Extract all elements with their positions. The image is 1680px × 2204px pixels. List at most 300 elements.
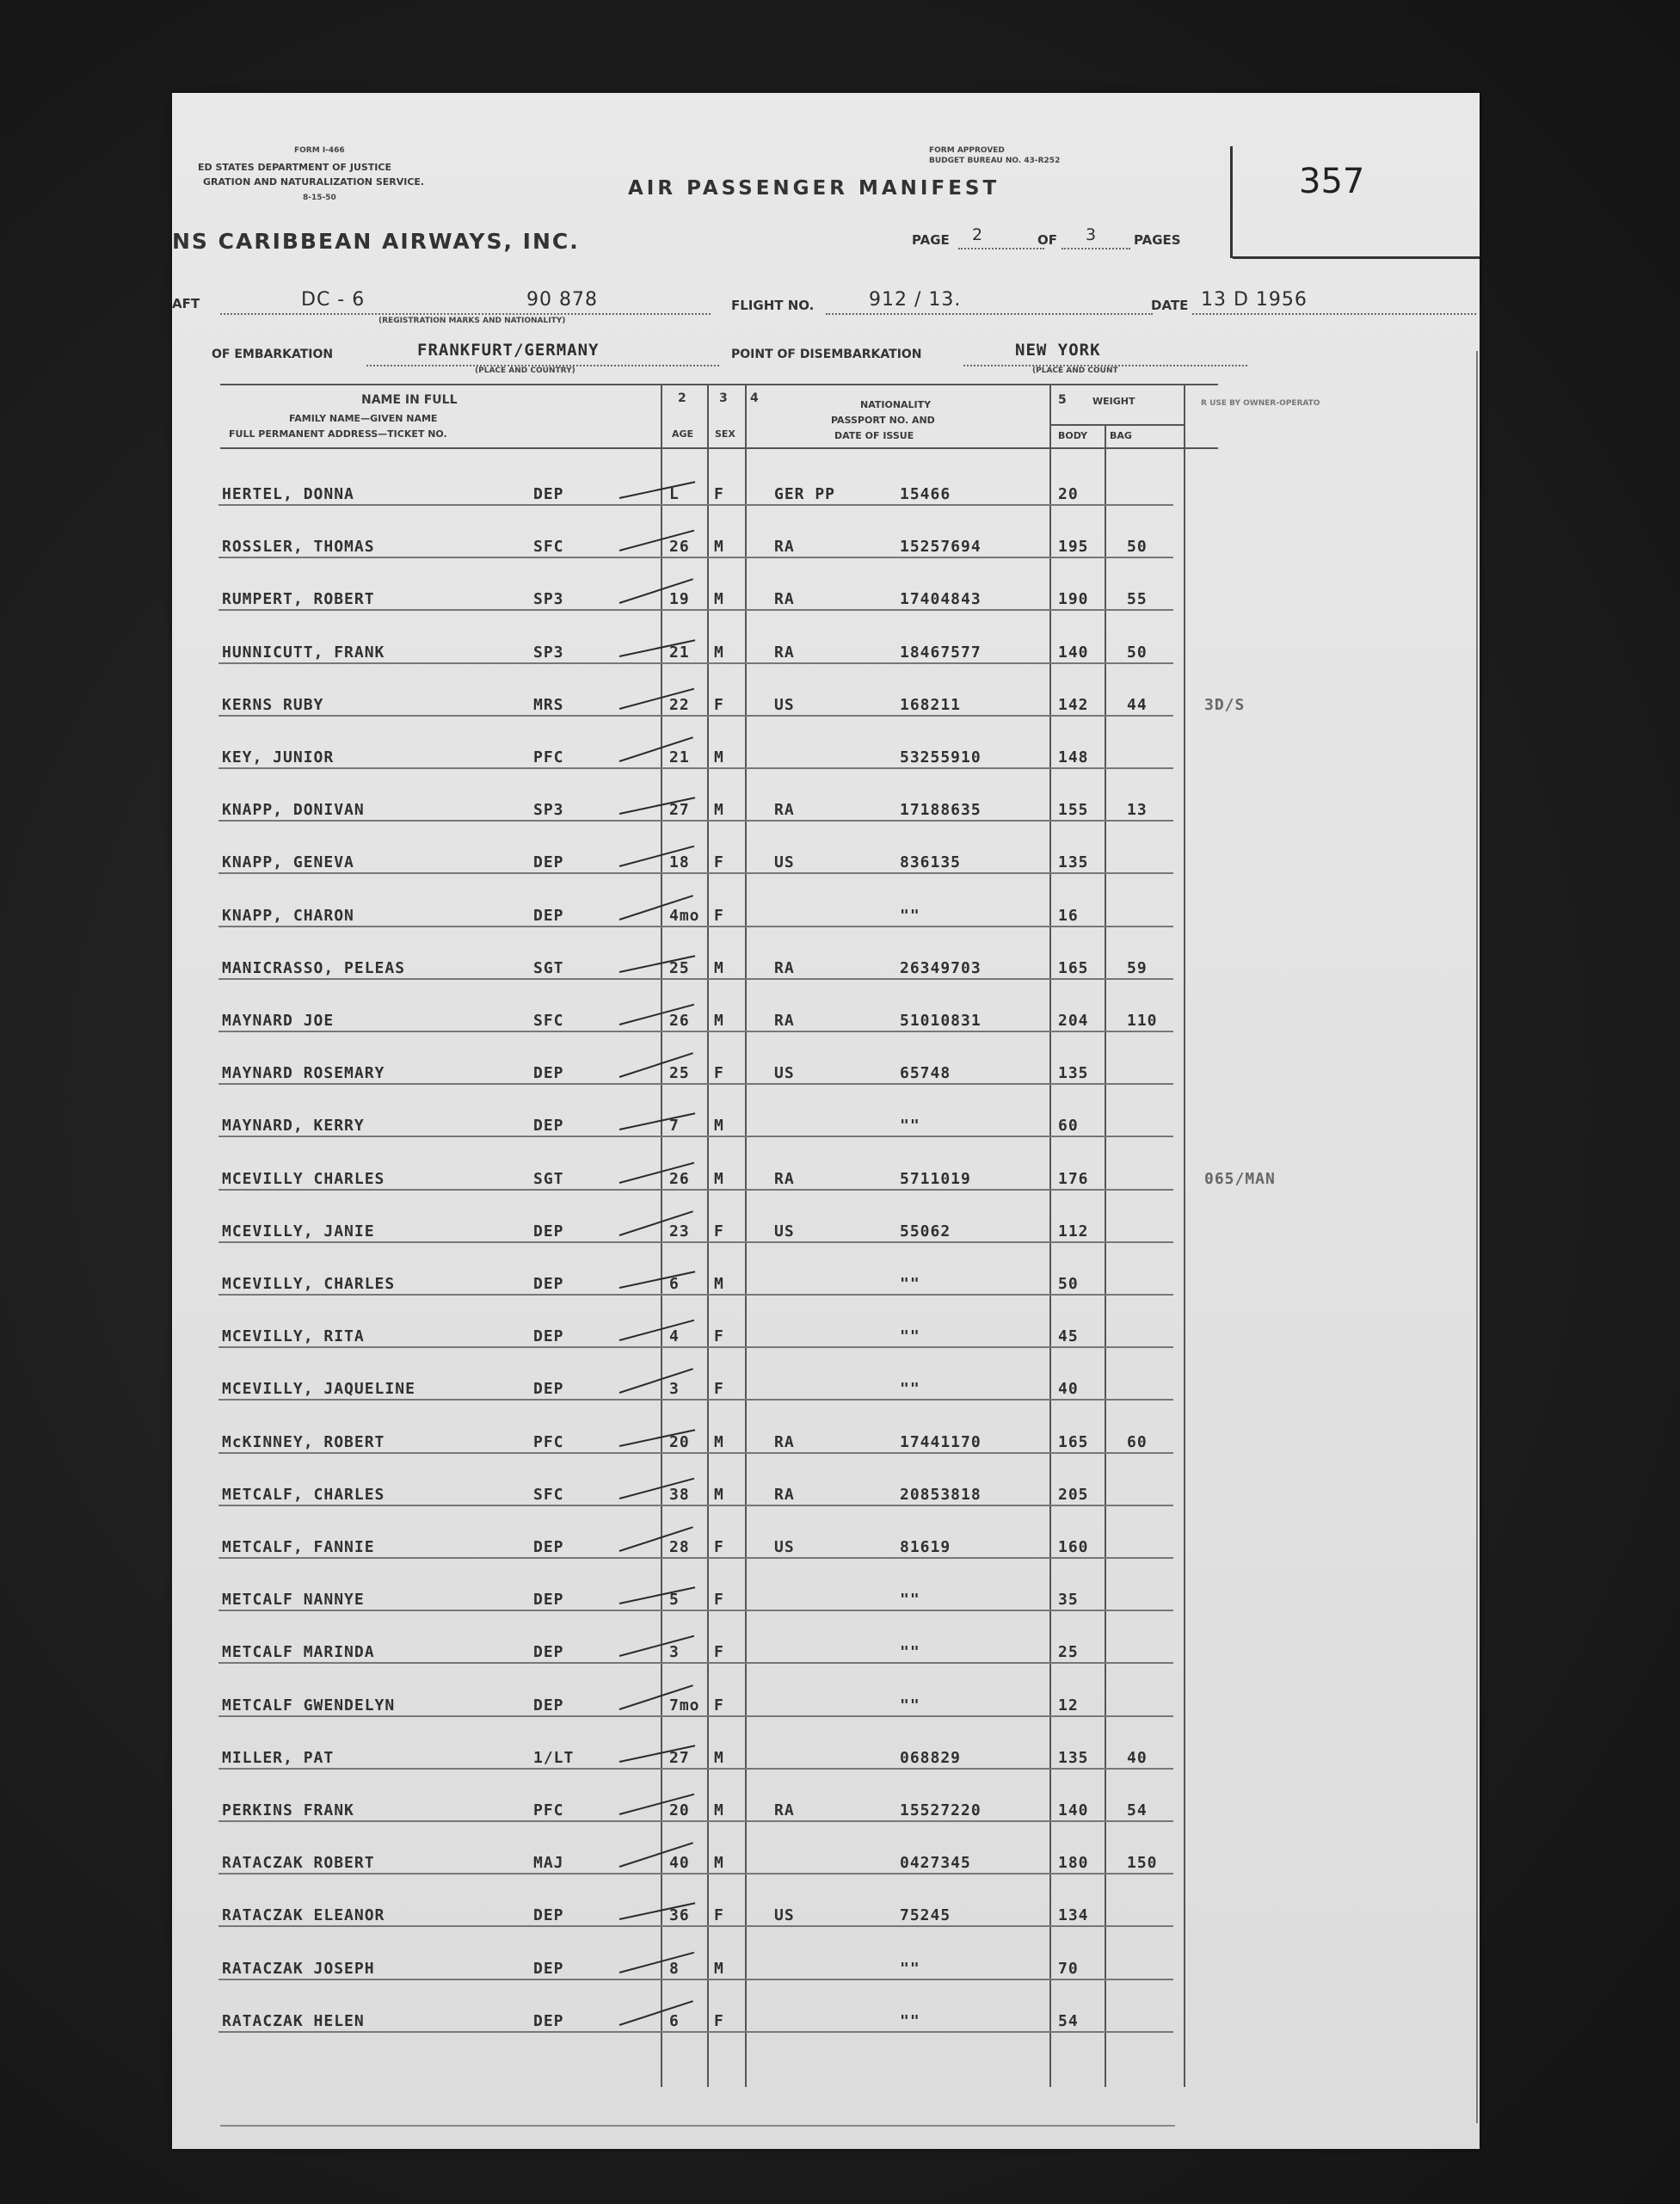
cell-body: 195 <box>1058 538 1089 557</box>
bag-header: BAG <box>1110 430 1132 441</box>
cell-nat: GER PP <box>774 485 836 503</box>
check-mark <box>619 1635 694 1657</box>
cell-passport: "" <box>900 906 920 925</box>
cell-age: 26 <box>669 1012 690 1030</box>
disembarkation-caption: (PLACE AND COUNT <box>1032 366 1118 375</box>
cell-name: MAYNARD JOE <box>222 1012 335 1030</box>
table-row <box>172 841 1480 891</box>
form-date-code: 8-15-50 <box>303 194 336 202</box>
cell-body: 50 <box>1058 1275 1079 1293</box>
cell-rank: DEP <box>533 1591 564 1610</box>
row-underline <box>218 504 1173 506</box>
table-row <box>172 2000 1480 2050</box>
cell-sex: M <box>714 1748 724 1767</box>
cell-passport: "" <box>900 1380 920 1399</box>
table-row <box>172 1210 1480 1260</box>
cell-sex: F <box>714 485 724 503</box>
table-row <box>172 1052 1480 1102</box>
table-row <box>172 736 1480 786</box>
form-id: FORM I-466 <box>294 146 345 155</box>
cell-rank: SGT <box>533 1169 564 1188</box>
cell-name: METCALF, CHARLES <box>222 1485 385 1504</box>
form-approved: FORM APPROVED <box>929 146 1005 155</box>
cell-body: 35 <box>1058 1591 1079 1610</box>
cell-age: 19 <box>669 590 690 609</box>
cell-rank: DEP <box>533 1222 564 1241</box>
cell-nat: US <box>774 695 795 714</box>
cell-name: MCEVILLY, JANIE <box>222 1222 375 1241</box>
cell-name: METCALF GWENDELYN <box>222 1696 396 1715</box>
cell-sex: M <box>714 1485 724 1504</box>
cell-age: 26 <box>669 538 690 557</box>
row-underline <box>218 1662 1173 1664</box>
row-underline <box>218 1031 1173 1032</box>
cell-rank: SP3 <box>533 801 564 820</box>
row-underline <box>218 1979 1173 1980</box>
check-mark <box>619 1113 695 1131</box>
check-mark <box>619 1271 695 1289</box>
table-row <box>172 1579 1480 1628</box>
stamp-number: 357 <box>1299 162 1365 201</box>
table-row <box>172 947 1480 997</box>
cell-nat: RA <box>774 1169 795 1188</box>
row-underline <box>218 1346 1173 1348</box>
table-row <box>172 1263 1480 1313</box>
cell-nat: US <box>774 1538 795 1556</box>
page-title: AIR PASSENGER MANIFEST <box>628 177 1000 200</box>
cell-body: 16 <box>1058 906 1079 925</box>
cell-sex: F <box>714 853 724 872</box>
cell-nat: RA <box>774 958 795 977</box>
cell-sex: M <box>714 1275 724 1293</box>
cell-rank: 1/LT <box>533 1748 575 1767</box>
table-row <box>172 1948 1480 1998</box>
cell-age: 3 <box>669 1643 680 1662</box>
cell-sex: M <box>714 1801 724 1819</box>
row-underline <box>218 1873 1173 1875</box>
cell-bag: 44 <box>1127 695 1148 714</box>
cell-passport: 168211 <box>900 695 962 714</box>
cell-body: 165 <box>1058 1432 1089 1451</box>
passport-header: PASSPORT NO. AND <box>831 415 935 426</box>
row-underline <box>218 1294 1173 1296</box>
cell-rank: DEP <box>533 1327 564 1346</box>
cell-sex: M <box>714 643 724 662</box>
table-row <box>172 1158 1480 1208</box>
cell-age: 40 <box>669 1854 690 1873</box>
cell-age: 27 <box>669 801 690 820</box>
cell-age: 28 <box>669 1538 690 1556</box>
table-row <box>172 1894 1480 1944</box>
cell-age: 20 <box>669 1432 690 1451</box>
row-underline <box>218 820 1173 822</box>
row-underline <box>218 1241 1173 1243</box>
cell-body: 155 <box>1058 801 1089 820</box>
cell-bag: 110 <box>1127 1012 1158 1030</box>
cell-name: MCEVILLY, JAQUELINE <box>222 1380 415 1399</box>
cell-name: PERKINS FRANK <box>222 1801 354 1819</box>
cell-rank: DEP <box>533 1064 564 1083</box>
cell-passport: 65748 <box>900 1064 951 1083</box>
corner-box-bottom <box>1233 256 1480 259</box>
check-mark <box>619 481 695 499</box>
cell-body: 20 <box>1058 485 1079 503</box>
col4-number: 4 <box>750 391 759 405</box>
cell-bag: 50 <box>1127 643 1148 662</box>
cell-passport: 17441170 <box>900 1432 982 1451</box>
cell-sex: F <box>714 1538 724 1556</box>
cell-age: 38 <box>669 1485 690 1504</box>
table-top-border <box>220 384 1218 385</box>
cell-sex: M <box>714 958 724 977</box>
cell-age: 21 <box>669 748 690 766</box>
name-header: NAME IN FULL <box>361 393 458 407</box>
cell-age: 7 <box>669 1117 680 1136</box>
row-underline <box>218 1768 1173 1770</box>
cell-name: METCALF MARINDA <box>222 1643 375 1662</box>
flight-label: FLIGHT NO. <box>731 298 815 313</box>
cell-rank: SFC <box>533 538 564 557</box>
cell-sex: M <box>714 590 724 609</box>
cell-sex: F <box>714 695 724 714</box>
row-underline <box>218 1505 1173 1506</box>
body-header: BODY <box>1058 430 1088 441</box>
cell-passport: 26349703 <box>900 958 982 977</box>
check-mark <box>619 1369 693 1394</box>
row-underline <box>218 1136 1173 1137</box>
embarkation-caption: (PLACE AND COUNTRY) <box>475 366 575 375</box>
cell-nat: RA <box>774 1432 795 1451</box>
cell-passport: 15466 <box>900 485 951 503</box>
cell-name: KNAPP, GENEVA <box>222 853 354 872</box>
cell-passport: "" <box>900 1959 920 1978</box>
age-header: AGE <box>672 428 694 440</box>
budget-bureau: BUDGET BUREAU NO. 43-R252 <box>929 157 1061 165</box>
cell-sex: M <box>714 1854 724 1873</box>
cell-nat: RA <box>774 538 795 557</box>
cell-sex: F <box>714 1591 724 1610</box>
weight-header: WEIGHT <box>1092 396 1135 407</box>
cell-rank: DEP <box>533 906 564 925</box>
cell-body: 12 <box>1058 1696 1079 1715</box>
cell-body: 180 <box>1058 1854 1089 1873</box>
cell-body: 135 <box>1058 1748 1089 1767</box>
row-underline <box>218 2031 1173 2033</box>
cell-nat: RA <box>774 1485 795 1504</box>
weight-divider <box>1049 424 1184 426</box>
check-mark <box>619 1586 695 1604</box>
cell-rank: SFC <box>533 1012 564 1030</box>
cell-rank: DEP <box>533 1696 564 1715</box>
cell-name: MANICRASSO, PELEAS <box>222 958 406 977</box>
cell-passport: 20853818 <box>900 1485 982 1504</box>
table-row <box>172 789 1480 839</box>
cell-age: L <box>669 485 680 503</box>
row-underline <box>218 1610 1173 1611</box>
cell-name: RATACZAK ROBERT <box>222 1854 375 1873</box>
cell-rank: DEP <box>533 1275 564 1293</box>
row-underline <box>218 872 1173 874</box>
row-underline <box>218 1083 1173 1085</box>
cell-rank: DEP <box>533 1117 564 1136</box>
corner-box-left <box>1230 146 1240 258</box>
col5-number: 5 <box>1058 393 1067 407</box>
row-underline <box>218 1189 1173 1191</box>
table-row <box>172 526 1480 576</box>
cell-rank: PFC <box>533 1801 564 1819</box>
cell-age: 27 <box>669 1748 690 1767</box>
cell-name: RATACZAK HELEN <box>222 2011 365 2030</box>
cell-rank: DEP <box>533 1906 564 1925</box>
cell-name: METCALF NANNYE <box>222 1591 365 1610</box>
cell-rank: DEP <box>533 1959 564 1978</box>
cell-passport: 15527220 <box>900 1801 982 1819</box>
cell-passport: 17404843 <box>900 590 982 609</box>
cell-name: METCALF, FANNIE <box>222 1538 375 1556</box>
cell-sex: M <box>714 1169 724 1188</box>
cell-name: McKINNEY, ROBERT <box>222 1432 385 1451</box>
table-row <box>172 1737 1480 1787</box>
cell-sex: M <box>714 1432 724 1451</box>
cell-extra: 3D/S <box>1204 695 1246 714</box>
department-line2: GRATION AND NATURALIZATION SERVICE. <box>203 176 425 188</box>
row-underline <box>218 1820 1173 1822</box>
cell-age: 20 <box>669 1801 690 1819</box>
cell-body: 190 <box>1058 590 1089 609</box>
cell-name: KERNS RUBY <box>222 695 324 714</box>
cell-passport: "" <box>900 1591 920 1610</box>
table-row <box>172 631 1480 681</box>
cell-rank: PFC <box>533 1432 564 1451</box>
cell-body: 25 <box>1058 1643 1079 1662</box>
cell-rank: DEP <box>533 2011 564 2030</box>
cell-passport: 068829 <box>900 1748 962 1767</box>
row-underline <box>218 557 1173 558</box>
cell-passport: 5711019 <box>900 1169 971 1188</box>
cell-body: 140 <box>1058 643 1089 662</box>
cell-passport: "" <box>900 1643 920 1662</box>
page-current: 2 <box>972 225 984 244</box>
page-total: 3 <box>1086 225 1098 244</box>
cell-sex: M <box>714 801 724 820</box>
cell-body: 54 <box>1058 2011 1079 2030</box>
cell-sex: F <box>714 1696 724 1715</box>
cell-body: 142 <box>1058 695 1089 714</box>
cell-passport: 75245 <box>900 1906 951 1925</box>
cell-bag: 50 <box>1127 538 1148 557</box>
check-mark <box>619 1320 694 1341</box>
cell-sex: F <box>714 1064 724 1083</box>
cell-body: 60 <box>1058 1117 1079 1136</box>
cell-nat: RA <box>774 643 795 662</box>
registration-caption: (REGISTRATION MARKS AND NATIONALITY) <box>378 317 566 325</box>
cell-sex: M <box>714 748 724 766</box>
cell-rank: SFC <box>533 1485 564 1504</box>
cell-sex: F <box>714 1643 724 1662</box>
cell-nat: US <box>774 1906 795 1925</box>
cell-passport: 53255910 <box>900 748 982 766</box>
row-underline <box>218 1557 1173 1559</box>
cell-passport: 0427345 <box>900 1854 971 1873</box>
cell-age: 5 <box>669 1591 680 1610</box>
table-row <box>172 1421 1480 1471</box>
cell-passport: "" <box>900 1327 920 1346</box>
cell-rank: SP3 <box>533 590 564 609</box>
cell-name: RUMPERT, ROBERT <box>222 590 375 609</box>
cell-body: 204 <box>1058 1012 1089 1030</box>
cell-rank: PFC <box>533 748 564 766</box>
cell-passport: 81619 <box>900 1538 951 1556</box>
cell-sex: M <box>714 1012 724 1030</box>
department-line1: ED STATES DEPARTMENT OF JUSTICE <box>198 162 391 173</box>
cell-age: 25 <box>669 958 690 977</box>
cell-passport: "" <box>900 2011 920 2030</box>
cell-rank: SGT <box>533 958 564 977</box>
cell-bag: 60 <box>1127 1432 1148 1451</box>
date-value: 13 D 1956 <box>1201 289 1308 311</box>
cell-name: MILLER, PAT <box>222 1748 335 1767</box>
cell-passport: 55062 <box>900 1222 951 1241</box>
table-row <box>172 895 1480 945</box>
cell-body: 140 <box>1058 1801 1089 1819</box>
cell-rank: DEP <box>533 485 564 503</box>
row-underline <box>218 715 1173 717</box>
name-subheader: FAMILY NAME—GIVEN NAME <box>289 413 438 424</box>
row-underline <box>218 1925 1173 1927</box>
cell-passport: 17188635 <box>900 801 982 820</box>
cell-name: KNAPP, CHARON <box>222 906 354 925</box>
embarkation-value: FRANKFURT/GERMANY <box>417 341 600 360</box>
cell-name: HERTEL, DONNA <box>222 485 354 503</box>
flight-number: 912 / 13. <box>869 289 962 311</box>
row-underline <box>218 767 1173 769</box>
cell-age: 3 <box>669 1380 680 1399</box>
manifest-page <box>172 93 1480 2149</box>
page-label: PAGE <box>912 232 950 248</box>
table-row <box>172 578 1480 628</box>
cell-body: 135 <box>1058 853 1089 872</box>
cell-age: 6 <box>669 1275 680 1293</box>
cell-age: 36 <box>669 1906 690 1925</box>
disembarkation-value: NEW YORK <box>1015 341 1101 360</box>
table-row <box>172 1842 1480 1892</box>
cell-age: 21 <box>669 643 690 662</box>
cell-body: 112 <box>1058 1222 1089 1241</box>
cell-extra: 065/MAN <box>1204 1169 1276 1188</box>
cell-rank: DEP <box>533 853 564 872</box>
cell-bag: 59 <box>1127 958 1148 977</box>
nationality-header: NATIONALITY <box>860 399 932 410</box>
cell-body: 148 <box>1058 748 1089 766</box>
cell-nat: RA <box>774 1801 795 1819</box>
embarkation-label: OF EMBARKATION <box>212 348 334 361</box>
cell-sex: F <box>714 906 724 925</box>
check-mark <box>619 1951 694 1973</box>
table-row <box>172 1684 1480 1734</box>
cell-nat: RA <box>774 801 795 820</box>
cell-age: 4 <box>669 1327 680 1346</box>
cell-name: HUNNICUTT, FRANK <box>222 643 385 662</box>
cell-body: 165 <box>1058 958 1089 977</box>
table-row <box>172 1368 1480 1418</box>
cell-bag: 150 <box>1127 1854 1158 1873</box>
cell-body: 40 <box>1058 1380 1079 1399</box>
cell-name: MCEVILLY, RITA <box>222 1327 365 1346</box>
row-underline <box>218 978 1173 980</box>
row-underline <box>218 1452 1173 1454</box>
cell-name: MCEVILLY, CHARLES <box>222 1275 396 1293</box>
table-row <box>172 1105 1480 1154</box>
table-row <box>172 1631 1480 1681</box>
cell-body: 160 <box>1058 1538 1089 1556</box>
cell-passport: 18467577 <box>900 643 982 662</box>
cell-sex: F <box>714 1380 724 1399</box>
cell-body: 70 <box>1058 1959 1079 1978</box>
cell-age: 26 <box>669 1169 690 1188</box>
table-row <box>172 1526 1480 1576</box>
registration-marks: 90 878 <box>526 289 598 311</box>
row-underline <box>218 1715 1173 1717</box>
date-issue-header: DATE OF ISSUE <box>834 430 914 441</box>
cell-sex: M <box>714 538 724 557</box>
cell-age: 8 <box>669 1959 680 1978</box>
cell-bag: 40 <box>1127 1748 1148 1767</box>
of-label: OF <box>1037 232 1057 248</box>
cell-bag: 55 <box>1127 590 1148 609</box>
row-underline <box>218 1399 1173 1401</box>
cell-bag: 13 <box>1127 801 1148 820</box>
cell-sex: M <box>714 1117 724 1136</box>
table-row <box>172 1789 1480 1839</box>
cell-name: RATACZAK ELEANOR <box>222 1906 385 1925</box>
date-label: DATE <box>1151 298 1189 313</box>
cell-age: 6 <box>669 2011 680 2030</box>
cell-body: 45 <box>1058 1327 1079 1346</box>
table-row <box>172 1474 1480 1524</box>
check-mark <box>619 2000 693 2026</box>
carrier-name: NS CARIBBEAN AIRWAYS, INC. <box>172 229 580 254</box>
cell-age: 4mo <box>669 906 700 925</box>
address-subheader: FULL PERMANENT ADDRESS—TICKET NO. <box>229 428 447 440</box>
cell-age: 25 <box>669 1064 690 1083</box>
aircraft-type: DC - 6 <box>301 289 366 311</box>
cell-age: 22 <box>669 695 690 714</box>
cell-body: 135 <box>1058 1064 1089 1083</box>
cell-rank: DEP <box>533 1380 564 1399</box>
table-row <box>172 1000 1480 1050</box>
cell-rank: MAJ <box>533 1854 564 1873</box>
cell-name: ROSSLER, THOMAS <box>222 538 375 557</box>
table-row <box>172 684 1480 734</box>
row-underline <box>218 609 1173 611</box>
owner-operator-header: R USE BY OWNER-OPERATO <box>1201 399 1320 408</box>
cell-passport: 836135 <box>900 853 962 872</box>
cell-rank: SP3 <box>533 643 564 662</box>
cell-body: 134 <box>1058 1906 1089 1925</box>
cell-age: 18 <box>669 853 690 872</box>
cell-passport: 15257694 <box>900 538 982 557</box>
cell-rank: DEP <box>533 1643 564 1662</box>
table-row <box>172 1315 1480 1365</box>
cell-nat: US <box>774 1222 795 1241</box>
cell-name: KNAPP, DONIVAN <box>222 801 365 820</box>
cell-bag: 54 <box>1127 1801 1148 1819</box>
cell-passport: "" <box>900 1696 920 1715</box>
cell-age: 7mo <box>669 1696 700 1715</box>
table-bottom-border <box>220 2125 1175 2127</box>
col3-number: 3 <box>719 391 728 405</box>
cell-nat: US <box>774 1064 795 1083</box>
